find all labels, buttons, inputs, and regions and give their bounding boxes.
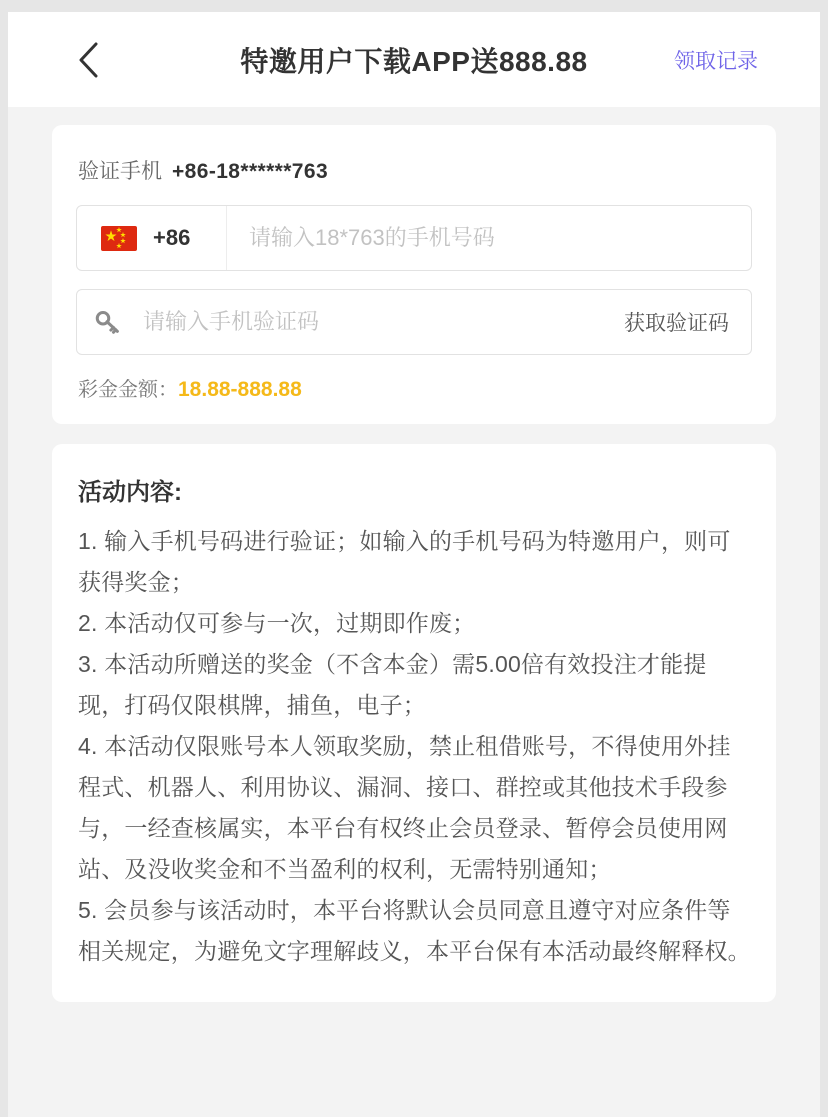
get-code-button[interactable]: 获取验证码 [624, 312, 729, 335]
country-code-label: +86 [153, 225, 191, 250]
sms-code-field[interactable] [76, 289, 752, 355]
rules-title: 活动内容: [78, 479, 182, 506]
china-flag-icon: ★ ★ ★ ★ ★ [101, 226, 137, 251]
back-button[interactable] [68, 40, 108, 80]
claim-record-link[interactable]: 领取记录 [674, 49, 758, 73]
page-title: 特邀用户下载APP送888.88 [240, 45, 588, 77]
chevron-left-icon [77, 42, 99, 78]
verify-phone-value: +86-18******763 [172, 160, 329, 183]
phone-input-field[interactable] [76, 205, 752, 271]
page-header [8, 12, 820, 107]
verification-card [52, 125, 776, 424]
page-body [8, 107, 820, 1117]
list-item: 3. 本活动所赠送的奖金（不含本金）需5.00倍有效投注才能提现，打码仅限棋牌，捕鱼，电子； [78, 651, 707, 718]
bonus-amount-value: 18.88-888.88 [178, 378, 302, 401]
status-bar-strip [0, 0, 828, 12]
country-code-selector[interactable] [77, 206, 227, 270]
list-item: 2. 本活动仅可参与一次，过期即作废； [78, 610, 476, 636]
right-gutter [820, 0, 828, 1117]
verify-phone-label: 验证手机 [78, 160, 162, 183]
sms-code-input[interactable] [139, 309, 614, 335]
bonus-amount-label: 彩金金额： [78, 379, 178, 401]
list-item: 4. 本活动仅限账号本人领取奖励，禁止租借账号，不得使用外挂程式、机器人、利用协议、漏洞、接口、群控或其他技术手段参与，一经查核属实，本平台有权终止会员登录、暂停会员使用网站、及没收奖金和不当盈利的权利，无需特别通知； [78, 733, 731, 882]
left-gutter [0, 0, 8, 1117]
content-wrapper [8, 12, 820, 1117]
key-icon [77, 307, 139, 337]
bonus-amount-row [78, 373, 752, 402]
rules-card [52, 444, 776, 1002]
verify-phone-row [78, 155, 752, 185]
list-item: 1. 输入手机号码进行验证；如输入的手机号码为特邀用户，则可获得奖金； [78, 528, 731, 595]
list-item: 5. 会员参与该活动时，本平台将默认会员同意且遵守对应条件等相关规定，为避免文字理解歧义，本平台保有本活动最终解释权。 [78, 897, 751, 964]
rules-list [78, 521, 752, 972]
phone-input[interactable] [227, 225, 751, 251]
